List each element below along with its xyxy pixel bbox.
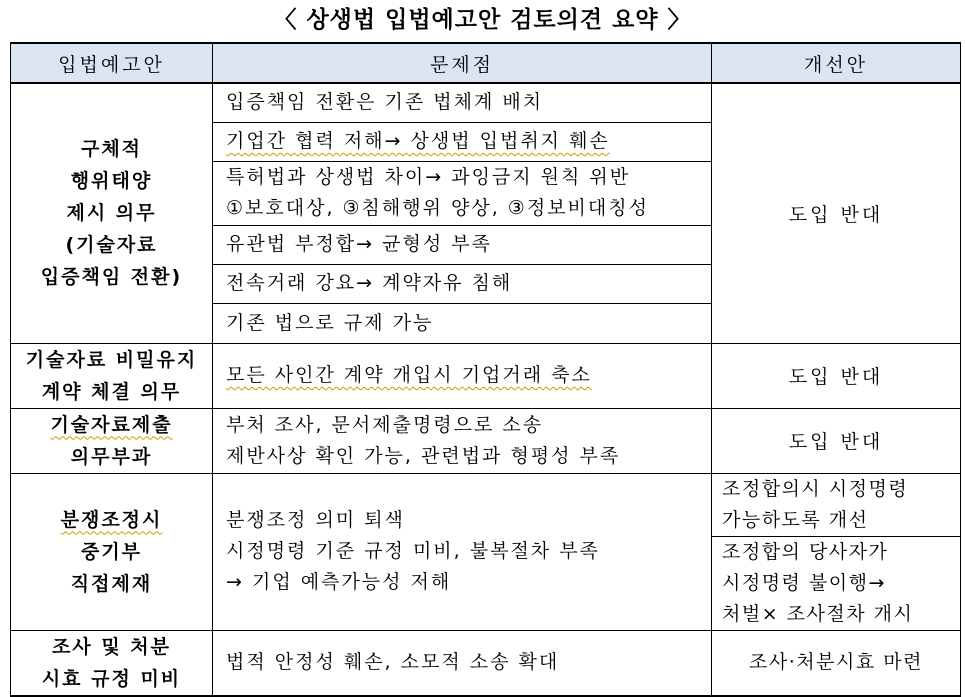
section2-bill-cell — [11, 343, 213, 408]
section4-improvement-line: 조정합의 당사자가 — [722, 540, 889, 563]
table-row — [11, 630, 961, 696]
section4-bill-line: 직접제재 — [70, 572, 153, 595]
section1-bill-line: (기술자료 — [65, 234, 158, 257]
section4-bill-line: 중기부 — [80, 540, 143, 563]
section1-bill-line: 제시 의무 — [66, 202, 157, 225]
section2-bill-line: 기술자료 비밀유지 — [25, 348, 198, 371]
section3-problem-line: 제반사상 확인 가능, 관련법과 형평성 부족 — [226, 444, 621, 467]
section1-problem: 유관법 부정합→ 균형성 부족 — [213, 225, 712, 264]
section4-bill-line: 분쟁조정시 — [60, 508, 163, 531]
section4-problem-line: → 기업 예측가능성 저해 — [226, 571, 452, 593]
table-header-row — [11, 43, 961, 83]
table-row — [11, 343, 961, 408]
section4-improvement-line: 조정합의시 시정명령 — [722, 477, 909, 500]
section1-bill-cell — [11, 83, 213, 343]
section1-problem: 기존 법으로 규제 가능 — [213, 303, 712, 343]
section2-bill-line: 계약 체결 의무 — [41, 380, 182, 403]
section3-improvement: 도입 반대 — [712, 408, 961, 473]
section1-problem — [213, 122, 712, 161]
section4-problem-line: 분쟁조정 의미 퇴색 — [226, 509, 405, 531]
section2-problem-text: 모든 사인간 계약 개입시 기업거래 축소 — [226, 364, 592, 386]
section1-problem-line: ①보호대상, ③침해행위 양상, ③정보비대칭성 — [226, 197, 649, 219]
review-summary-table — [10, 42, 961, 697]
section1-problem-text: 기업간 협력 저해→ 상생법 입법취지 훼손 — [226, 130, 610, 152]
section1-bill-line: 행위태양 — [70, 170, 153, 193]
section5-bill-line: 조사 및 처분 — [52, 635, 171, 658]
section1-bill-line: 입증책임 전환) — [40, 266, 183, 289]
section3-problem — [213, 408, 712, 473]
section3-bill-line: 기술자료제출 — [50, 413, 173, 436]
section3-bill-line: 의무부과 — [70, 445, 153, 468]
section3-problem-line: 부처 조사, 문서제출명령으로 소송 — [226, 413, 544, 436]
table-row — [11, 473, 961, 536]
section4-bill-cell — [11, 473, 213, 630]
section1-improvement: 도입 반대 — [712, 83, 961, 343]
section4-improvement-line: 시정명령 불이행→ — [722, 571, 886, 594]
section4-improvement-b — [712, 536, 961, 630]
section4-improvement-a — [712, 473, 961, 536]
section1-problem: 입증책임 전환은 기존 법체계 배치 — [213, 83, 712, 122]
section1-problem-line: 특허법과 상생법 차이→ 과잉금지 원칙 위반 — [226, 166, 631, 188]
section1-problem: 전속거래 강요→ 계약자유 침해 — [213, 264, 712, 303]
page-title: 〈 상생법 입법예고안 검토의견 요약 〉 — [273, 7, 692, 33]
header-bill: 입법예고안 — [11, 43, 213, 83]
header-improvement: 개선안 — [712, 43, 961, 83]
section4-problem-cell — [213, 473, 712, 630]
section1-problem — [213, 161, 712, 225]
section1-bill-line: 구체적 — [80, 138, 143, 161]
section2-problem — [213, 343, 712, 408]
section2-improvement: 도입 반대 — [712, 343, 961, 408]
section5-bill-line: 시효 규정 미비 — [41, 667, 182, 690]
table-row — [11, 408, 961, 473]
section5-improvement: 조사·처분시효 마련 — [712, 630, 961, 696]
table-row — [11, 83, 961, 122]
section3-bill-cell — [11, 408, 213, 473]
header-problem: 문제점 — [213, 43, 712, 83]
section5-problem: 법적 안정성 훼손, 소모적 소송 확대 — [213, 630, 712, 696]
section5-bill-cell — [11, 630, 213, 696]
section4-problem-line: 시정명령 기준 규정 미비, 불복절차 부족 — [226, 540, 600, 562]
section4-improvement-line: 가능하도록 개선 — [722, 508, 869, 531]
section4-improvement-line: 처벌× 조사절차 개시 — [722, 602, 914, 625]
